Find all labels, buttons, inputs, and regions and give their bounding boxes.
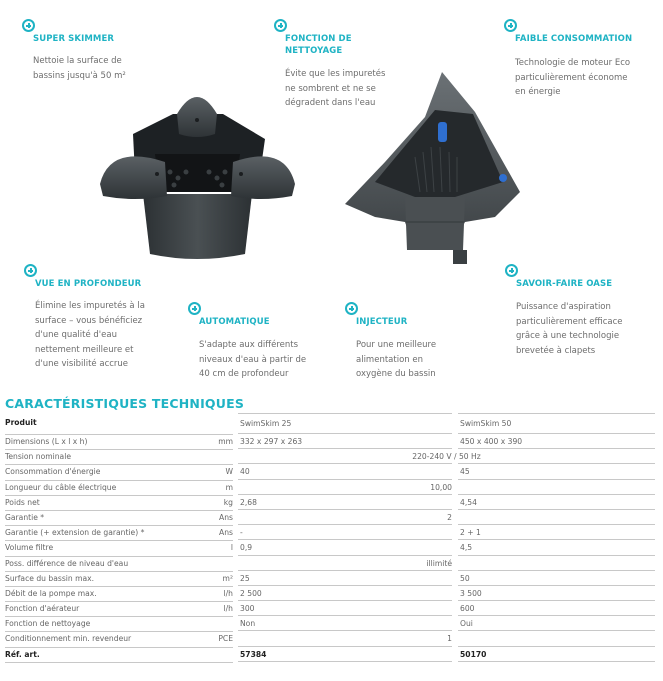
row-unit: l/h [223,588,233,598]
header-col1: SwimSkim 25 [238,413,452,434]
table-row [5,556,655,571]
feature-description: S'adapte aux différents niveaux d'eau à partir de 40 cm de profondeur [199,340,307,379]
row-value-col1: 25 [238,571,452,586]
feature-title: FAIBLE CONSOMMATION [515,34,633,44]
header-col2: SwimSkim 50 [458,413,655,434]
row-label: Longueur du câble électrique [5,482,117,492]
plus-circle-icon[interactable] [274,19,287,32]
table-row [5,540,655,555]
row-unit: l/h [223,604,233,614]
row-shared-value: illimité [426,558,452,568]
row-unit: W [225,467,233,477]
feature-description: Élimine les impuretés à la surface – vous bénéficiez d'une qualité d'eau nettement meilleure et d'une visibilité accrue [35,301,145,369]
row-unit: Ans [219,512,233,522]
row-value-col2: 2 + 1 [458,525,655,540]
feature-description: Évite que les impuretés ne sombrent et ne se dégradent dans l'eau [285,69,386,108]
row-value-col2: Oui [458,616,655,631]
plus-circle-icon[interactable] [188,302,201,315]
table-header-row [5,413,655,434]
row-value-col2: 50170 [458,647,655,662]
table-row [5,586,655,601]
row-unit: PCE [218,634,233,644]
row-label-cell [5,464,233,480]
row-value-col2: 45 [458,464,655,479]
row-value-col2 [458,510,655,525]
row-unit: m [225,482,233,492]
row-value-col2: 50 [458,571,655,586]
row-label: Poids net [5,497,40,507]
feature-title: SUPER SKIMMER [33,34,115,44]
row-value-col1: 40 [238,464,452,479]
table-row [5,480,655,495]
table-row [5,631,655,646]
row-value-col2: 450 x 400 x 390 [458,434,655,449]
row-value-col2: 3 500 [458,586,655,601]
row-unit: m² [222,573,233,583]
table-row [5,601,655,616]
row-label: Garantie * [5,512,45,522]
skimmer-top-image [345,72,520,267]
table-row [5,510,655,525]
row-value-col1: 57384 [238,647,452,662]
row-unit: l [230,543,233,553]
row-label-cell [5,480,233,496]
row-label-cell [5,510,233,526]
section-title: CARACTÉRISTIQUES TECHNIQUES [5,396,245,411]
feature-title: SAVOIR-FAIRE OASE [516,279,613,289]
row-shared-value: 10,00 [430,482,452,492]
table-row [5,434,655,449]
row-value-col2: 600 [458,601,655,616]
row-value-col2: 4,54 [458,495,655,510]
row-label: Conditionnement min. revendeur [5,634,132,644]
plus-circle-icon[interactable] [22,19,35,32]
feature-title-line: NETTOYAGE [285,46,343,56]
feature-title: AUTOMATIQUE [199,317,270,327]
row-label: Dimensions (L x l x h) [5,437,88,446]
row-label-cell [5,571,233,587]
row-label: Fonction d'aérateur [5,604,80,614]
header-label-cell [5,413,233,435]
row-label-cell [5,601,233,617]
row-value-col2 [458,631,655,646]
row-label-cell [5,525,233,541]
row-label-cell [5,586,233,602]
row-label: Réf. art. [5,649,40,659]
row-label-cell [5,540,233,556]
row-shared-value: 1 [447,634,452,644]
table-row [5,571,655,586]
row-label-cell [5,647,233,663]
row-label-cell [5,495,233,511]
row-label-cell [5,616,233,632]
row-value-col1: 332 x 297 x 263 [238,434,452,449]
header-label: Produit [5,418,37,427]
feature-description: Nettoie la surface de bassins jusqu'à 50 m² [33,56,126,81]
row-value-col1: 300 [238,601,452,616]
row-label: Volume filtre [5,543,54,553]
row-label: Consommation d'énergie [5,467,101,477]
row-shared-value: 2 [447,512,452,522]
row-unit: mm [218,437,233,446]
row-value-col2 [458,480,655,495]
row-value-col1: 2 500 [238,586,452,601]
plus-circle-icon[interactable] [345,302,358,315]
table-row [5,525,655,540]
table-row [5,464,655,479]
row-label-cell [5,631,233,647]
spec-rows [5,434,655,662]
feature-description: Puissance d'aspiration particulièrement efficace grâce à une technologie brevetée à clapets [516,302,623,356]
feature-title: INJECTEUR [356,317,408,327]
table-row [5,449,655,464]
row-label: Tension nominale [5,452,71,462]
row-value-col2: 4,5 [458,540,655,555]
row-label-cell [5,556,233,572]
row-value-col2 [458,556,655,571]
plus-circle-icon[interactable] [24,264,37,277]
row-value-col1: 0,9 [238,540,452,555]
feature-description: Technologie de moteur Eco particulièrement économe en énergie [515,58,631,97]
feature-title [285,33,352,57]
row-label-cell [5,434,233,450]
feature-title: VUE EN PROFONDEUR [35,279,142,289]
feature-description: Pour une meilleure alimentation en oxygène du bassin [356,340,437,379]
row-label: Débit de la pompe max. [5,588,97,598]
row-value-col1: 2,68 [238,495,452,510]
row-label-cell [5,449,233,465]
table-row [5,616,655,631]
row-unit: Ans [219,528,233,538]
skimmer-front-image [95,84,300,264]
feature-title-line: FONCTION DE [285,34,352,44]
spec-table [5,413,655,662]
row-label: Fonction de nettoyage [5,619,91,629]
plus-circle-icon[interactable] [504,19,517,32]
row-label: Surface du bassin max. [5,573,95,583]
table-row [5,495,655,510]
row-shared-value: 220-240 V / 50 Hz [412,452,481,462]
row-label: Poss. différence de niveau d'eau [5,558,129,568]
row-value-col1: Non [238,616,452,631]
row-value-col1: - [238,525,452,540]
table-row [5,647,655,662]
row-label: Garantie (+ extension de garantie) * [5,528,145,538]
row-unit: kg [223,497,233,507]
